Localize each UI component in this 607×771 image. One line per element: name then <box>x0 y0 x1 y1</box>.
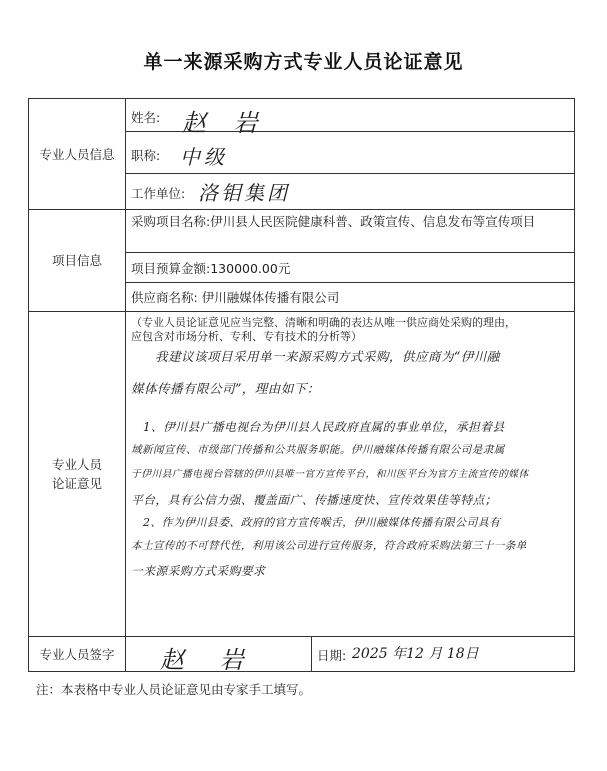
budget-label: 项目预算金额: <box>131 261 211 276</box>
opinion-instruction-1: （专业人员论证意见应当完整、清晰和明确的表达从唯一供应商处采购的理由， <box>131 316 516 329</box>
date-label: 日期: <box>317 648 347 663</box>
project-name-label: 采购项目名称: <box>131 214 211 229</box>
opinion-line: 本土宣传的不可替代性，利用该公司进行宣传服务，符合政府采购法第三十一条单 <box>131 540 527 552</box>
work-unit-value: 洛钼集团 <box>198 181 290 205</box>
project-name-field <box>131 213 569 231</box>
budget-value: 130000.00元 <box>210 261 291 276</box>
opinion-line: 我建议该项目采用单一来源采购方式采购，供应商为“伊川融 <box>155 349 500 364</box>
opinion-line: 平台，具有公信力强、覆盖面广、传播速度快、宣传效果佳等特点； <box>131 493 497 507</box>
supplier-label: 供应商名称: <box>131 290 198 305</box>
title-label: 职称: <box>131 148 161 163</box>
opinion-instruction-2: 应包含对市场分析、专利、专有技术的分析等） <box>131 330 362 343</box>
opinion-line: 域新闻宣传、市级部门传播和公共服务职能。伊川融媒体传播有限公司是隶属 <box>131 444 505 456</box>
document-title: 单一来源采购方式专业人员论证意见 <box>143 51 464 73</box>
signature-section-label: 专业人员签字 <box>39 646 115 662</box>
date-value: 2025 年12 月 18日 <box>352 646 479 662</box>
opinion-line: 于伊川县广播电视台管辖的伊川县唯一官方宣传平台，和川医平台为官方主流宣传的媒体 <box>131 469 529 480</box>
project-name-value: 伊川县人民医院健康科普、政策宣传、信息发布等宣传项目 <box>210 214 536 229</box>
name-label: 姓名: <box>131 110 161 125</box>
supplier-value: 伊川融媒体传播有限公司 <box>201 290 340 305</box>
work-unit-label: 工作单位: <box>131 186 186 201</box>
project-info-section-label: 项目信息 <box>51 253 102 268</box>
footnote: 注：本表格中专业人员论证意见由专家手工填写。 <box>36 682 312 697</box>
opinion-line: 媒体传播有限公司”，理由如下： <box>131 381 320 396</box>
opinion-line: 一来源采购方式采购要求 <box>131 564 266 578</box>
supplier-field <box>131 288 339 306</box>
expert-signature: 赵 岩 <box>160 646 258 674</box>
name-value: 赵 岩 <box>182 109 268 137</box>
opinion-section-label: 专业人员 论证意见 <box>51 457 102 491</box>
title-value: 中级 <box>180 145 228 169</box>
budget-field <box>131 259 290 277</box>
expert-info-section-label: 专业人员信息 <box>39 146 115 162</box>
opinion-line: 2、作为伊川县委、政府的官方宣传喉舌，伊川融媒体传播有限公司具有 <box>143 516 501 529</box>
opinion-line: 1、伊川县广播电视台为伊川县人民政府直属的事业单位，承担着县 <box>143 420 505 434</box>
